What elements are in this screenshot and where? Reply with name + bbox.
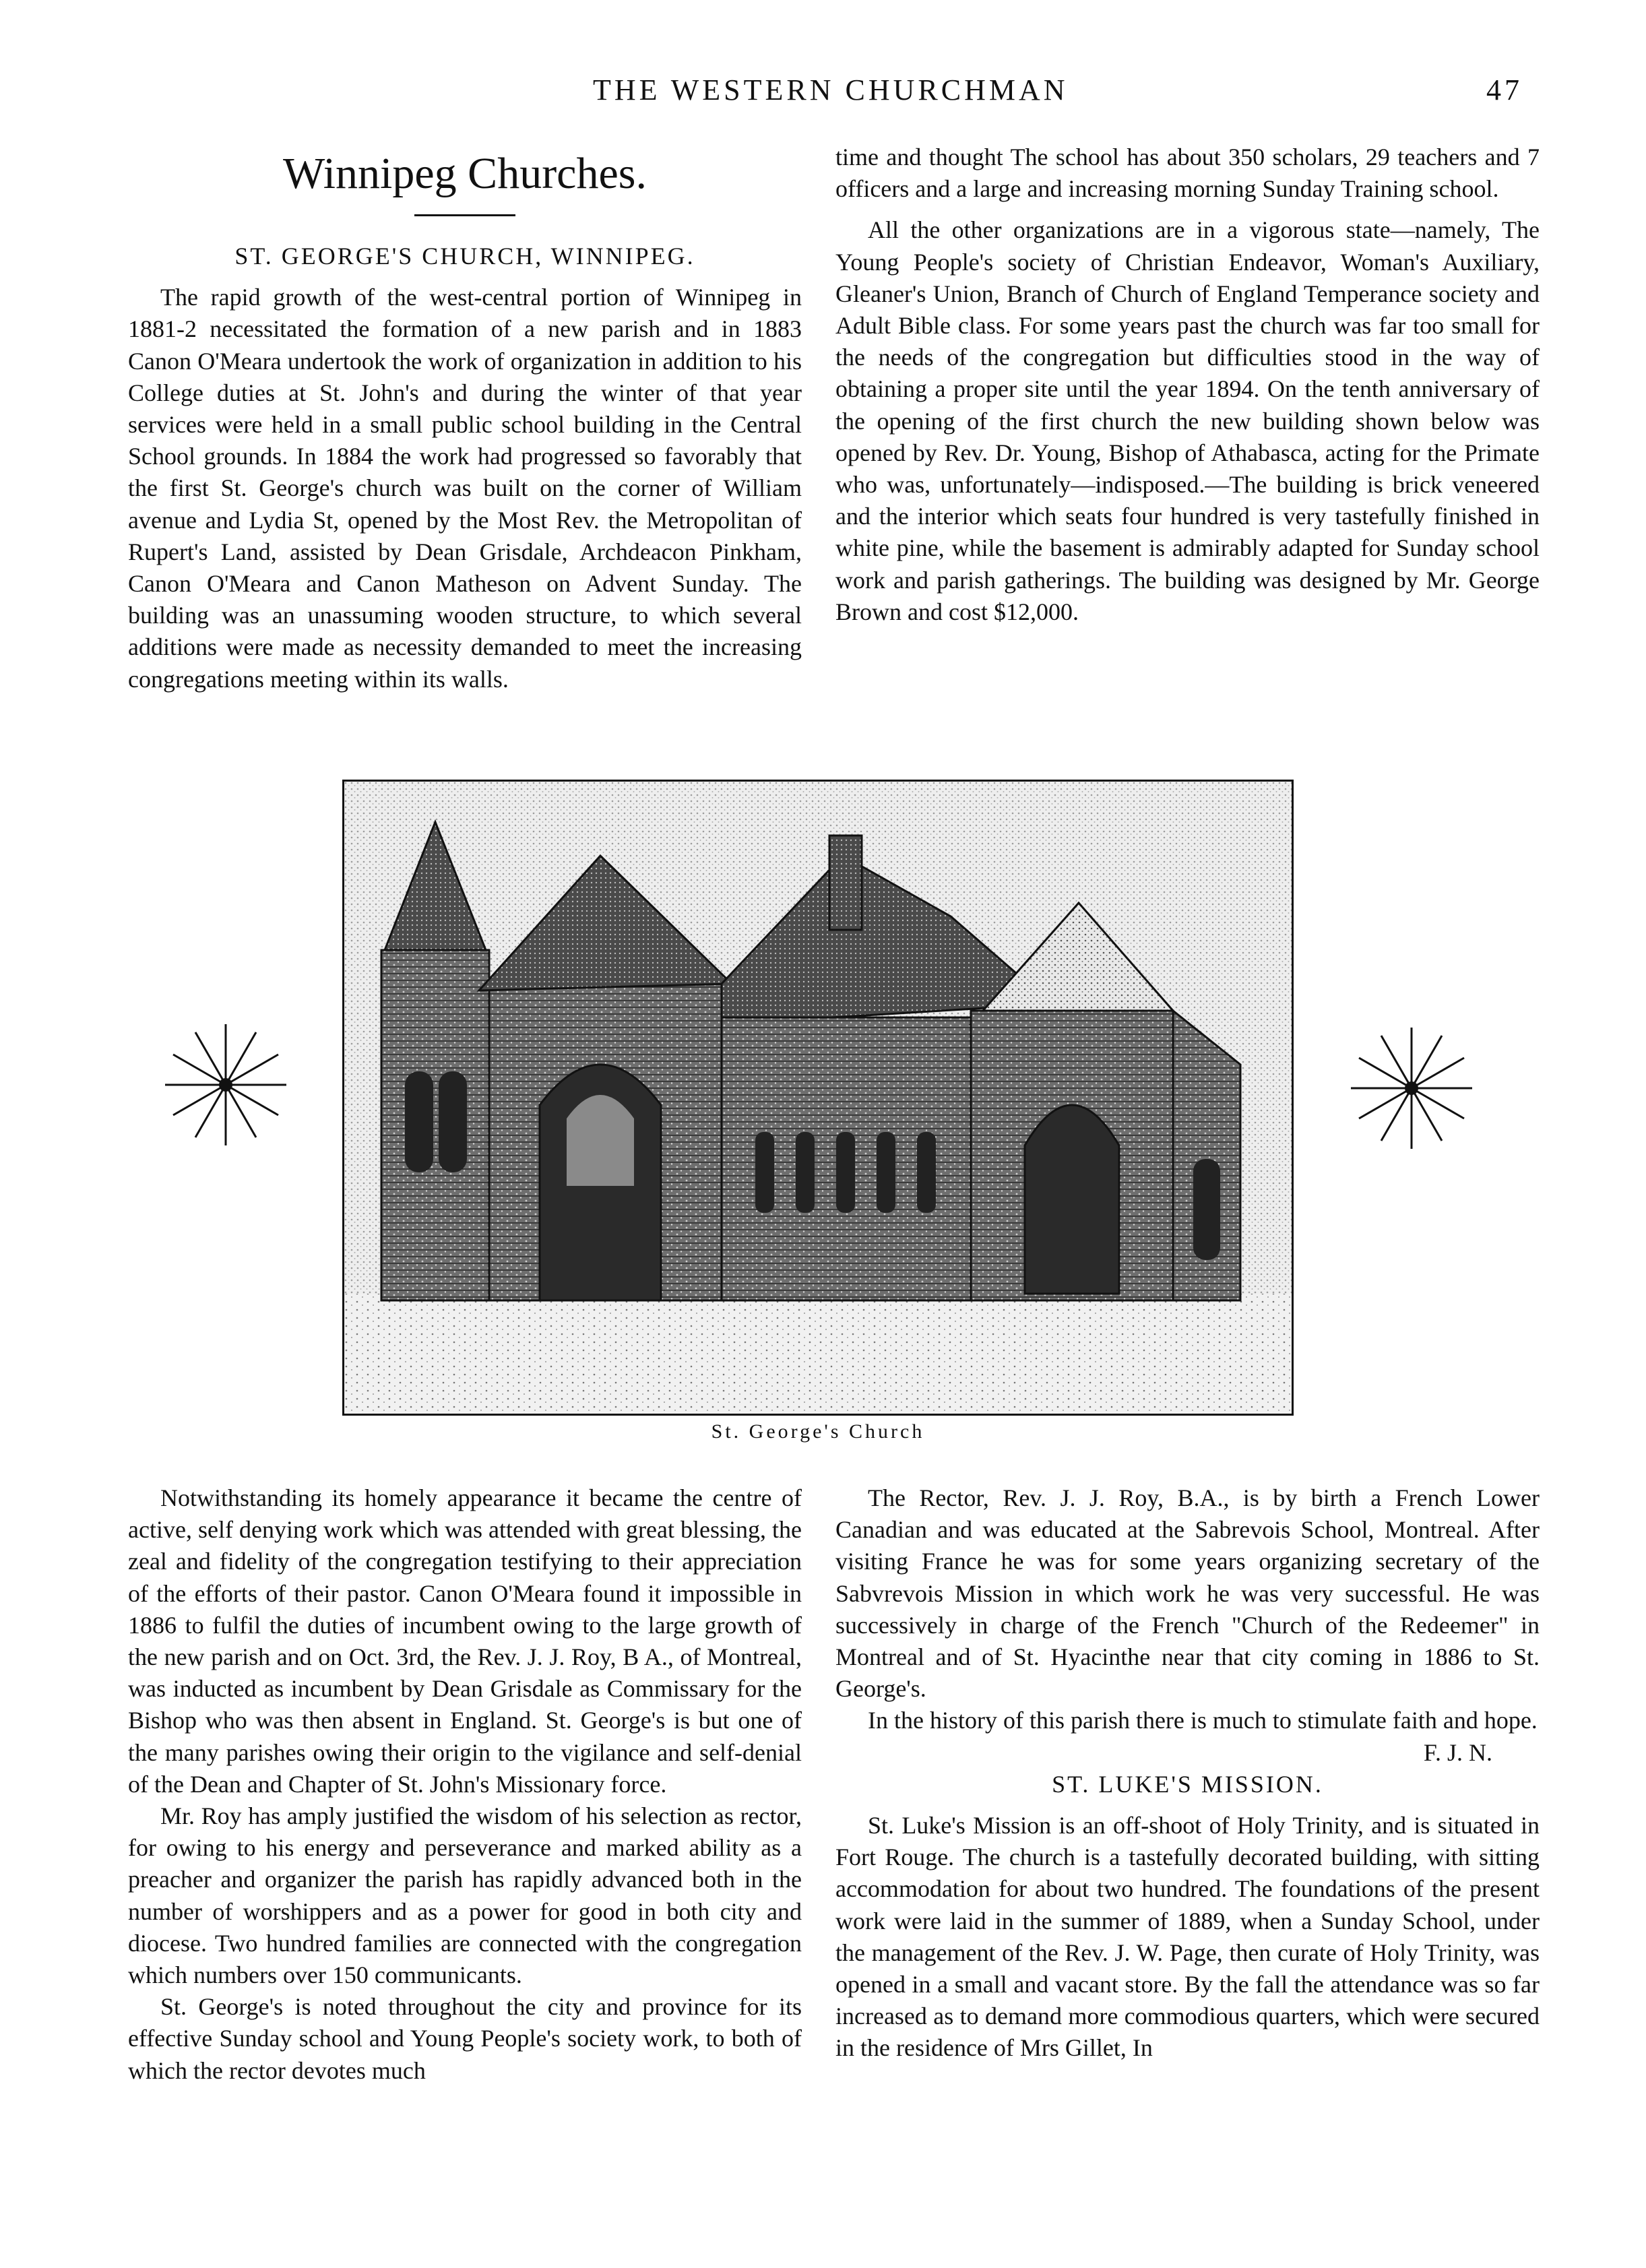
- church-engraving: [344, 782, 1292, 1414]
- page-number: 47: [1486, 73, 1523, 106]
- section-heading-st-lukes: ST. LUKE'S MISSION.: [1052, 1770, 1323, 1798]
- paragraph: St. Luke's Mission is an off-shoot of Holy Trinity, and is situated in Fort Rouge. The church is a tastefully decorated building, with sitting accommodation for about two hundred. The foundations of the present work were laid in the summer of 1889, when a Sunday School, under the management of the Rev. J. W. Page, then curate of Holy Trinity, was opened in a small and vacant store. By the fall the attendance was so far increased as to demand more commodious quarters, which were secured in the residence of Mrs Gillet, In: [835, 1812, 1540, 2062]
- paragraph: Notwithstanding its homely appearance it became the centre of active, self denying work which was attended with great blessing, the zeal and fidelity of the congregation testifying to their appreciation of the efforts of their pastor. Canon O'Meara found it impossible in 1886 to fulfil the duties of incumbent owing to the large growth of the new parish and on Oct. 3rd, the Rev. J. J. Roy, B A., of Montreal, was inducted as incumbent by Dean Grisdale as Commissary for the Bishop who was then absent in England. St. George's is but one of the many parishes owing their origin to the vigilance and self-denial of the Dean and Chapter of St. John's Missionary force.: [128, 1484, 802, 1798]
- starburst-ornament-left: [162, 1021, 290, 1149]
- publication-title: THE WESTERN CHURCHMAN: [593, 73, 1069, 106]
- paragraph: time and thought The school has about 350 scholars, 29 teachers and 7 officers and a large and increasing morning Sunday Training school.: [835, 144, 1540, 203]
- section-heading-st-georges: ST. GEORGE'S CHURCH, WINNIPEG.: [234, 243, 695, 270]
- article-heading: Winnipeg Churches.: [283, 149, 647, 198]
- paragraph: Mr. Roy has amply justified the wisdom of his selection as rector, for owing to his energy and perseverance and marked ability as a preacher and organizer the parish has rapidly advanced both in the number of worshippers and as a power for good in both city and diocese. Two hundred families are connected with the congregation which numbers over 150 communicants.: [128, 1802, 802, 1989]
- figure-caption: St. George's Church: [711, 1420, 925, 1443]
- paragraph: The Rector, Rev. J. J. Roy, B.A., is by birth a French Lower Canadian and was educated at the Sabrevois School, Montreal. After visiting France he was for some years organizing secretary of the Sabvrevois Mission in which work he was very successful. He was successively in charge of the French "Church of the Redeemer" in Montreal and of St. Hyacinthe near that city coming in 1886 to St. George's.: [835, 1484, 1540, 1703]
- paragraph: The rapid growth of the west-central portion of Winnipeg in 1881-2 necessitated the formation of a new parish and in 1883 Canon O'Meara undertook the work of organization in addition to his College duties at St. John's and during the winter of that year services were held in a small public school building in the Central School grounds. In 1884 the work had progressed so favorably that the first St. George's church was built on the corner of William avenue and Lydia St, opened by the Most Rev. the Metropolitan of Rupert's Land, assisted by Dean Grisdale, Archdeacon Pinkham, Canon O'Meara and Canon Matheson on Advent Sunday. The building was an unassuming wooden structure, to which several additions were made as necessity demanded to meet the increasing congregations meeting within its walls.: [128, 284, 802, 693]
- paragraph: In the history of this parish there is much to stimulate faith and hope.: [868, 1707, 1538, 1734]
- church-illustration: [342, 780, 1294, 1416]
- column-top-right: [835, 141, 1540, 628]
- column-top-left: [128, 141, 802, 695]
- author-signature: F. J. N.: [1423, 1738, 1492, 1766]
- column-bottom-right: [835, 1482, 1540, 2065]
- paragraph: St. George's is noted throughout the city and province for its effective Sunday school and Young People's society work, to both of which the rector devotes much: [128, 1993, 802, 2084]
- paragraph: All the other organizations are in a vigorous state—namely, The Young People's society of Christian Endeavor, Woman's Auxiliary, Gleaner's Union, Branch of Church of England Temperance society and Adult Bible class. For some years past the church was far too small for the needs of the congregation but difficulties stood in the way of obtaining a proper site until the year 1894. On the tenth anniversary of the opening of the first church the new building shown below was opened by Rev. Dr. Young, Bishop of Athabasca, acting for the Primate who was, unfortunately—indisposed.—The building is brick veneered and the interior which seats four hundred is very tastefully finished in white pine, while the basement is admirably adapted for Sunday school work and parish gatherings. The building was designed by Mr. George Brown and cost $12,000.: [835, 216, 1540, 625]
- heading-rule: [414, 214, 515, 216]
- starburst-ornament-right: [1348, 1024, 1476, 1152]
- column-bottom-left: [128, 1482, 802, 2087]
